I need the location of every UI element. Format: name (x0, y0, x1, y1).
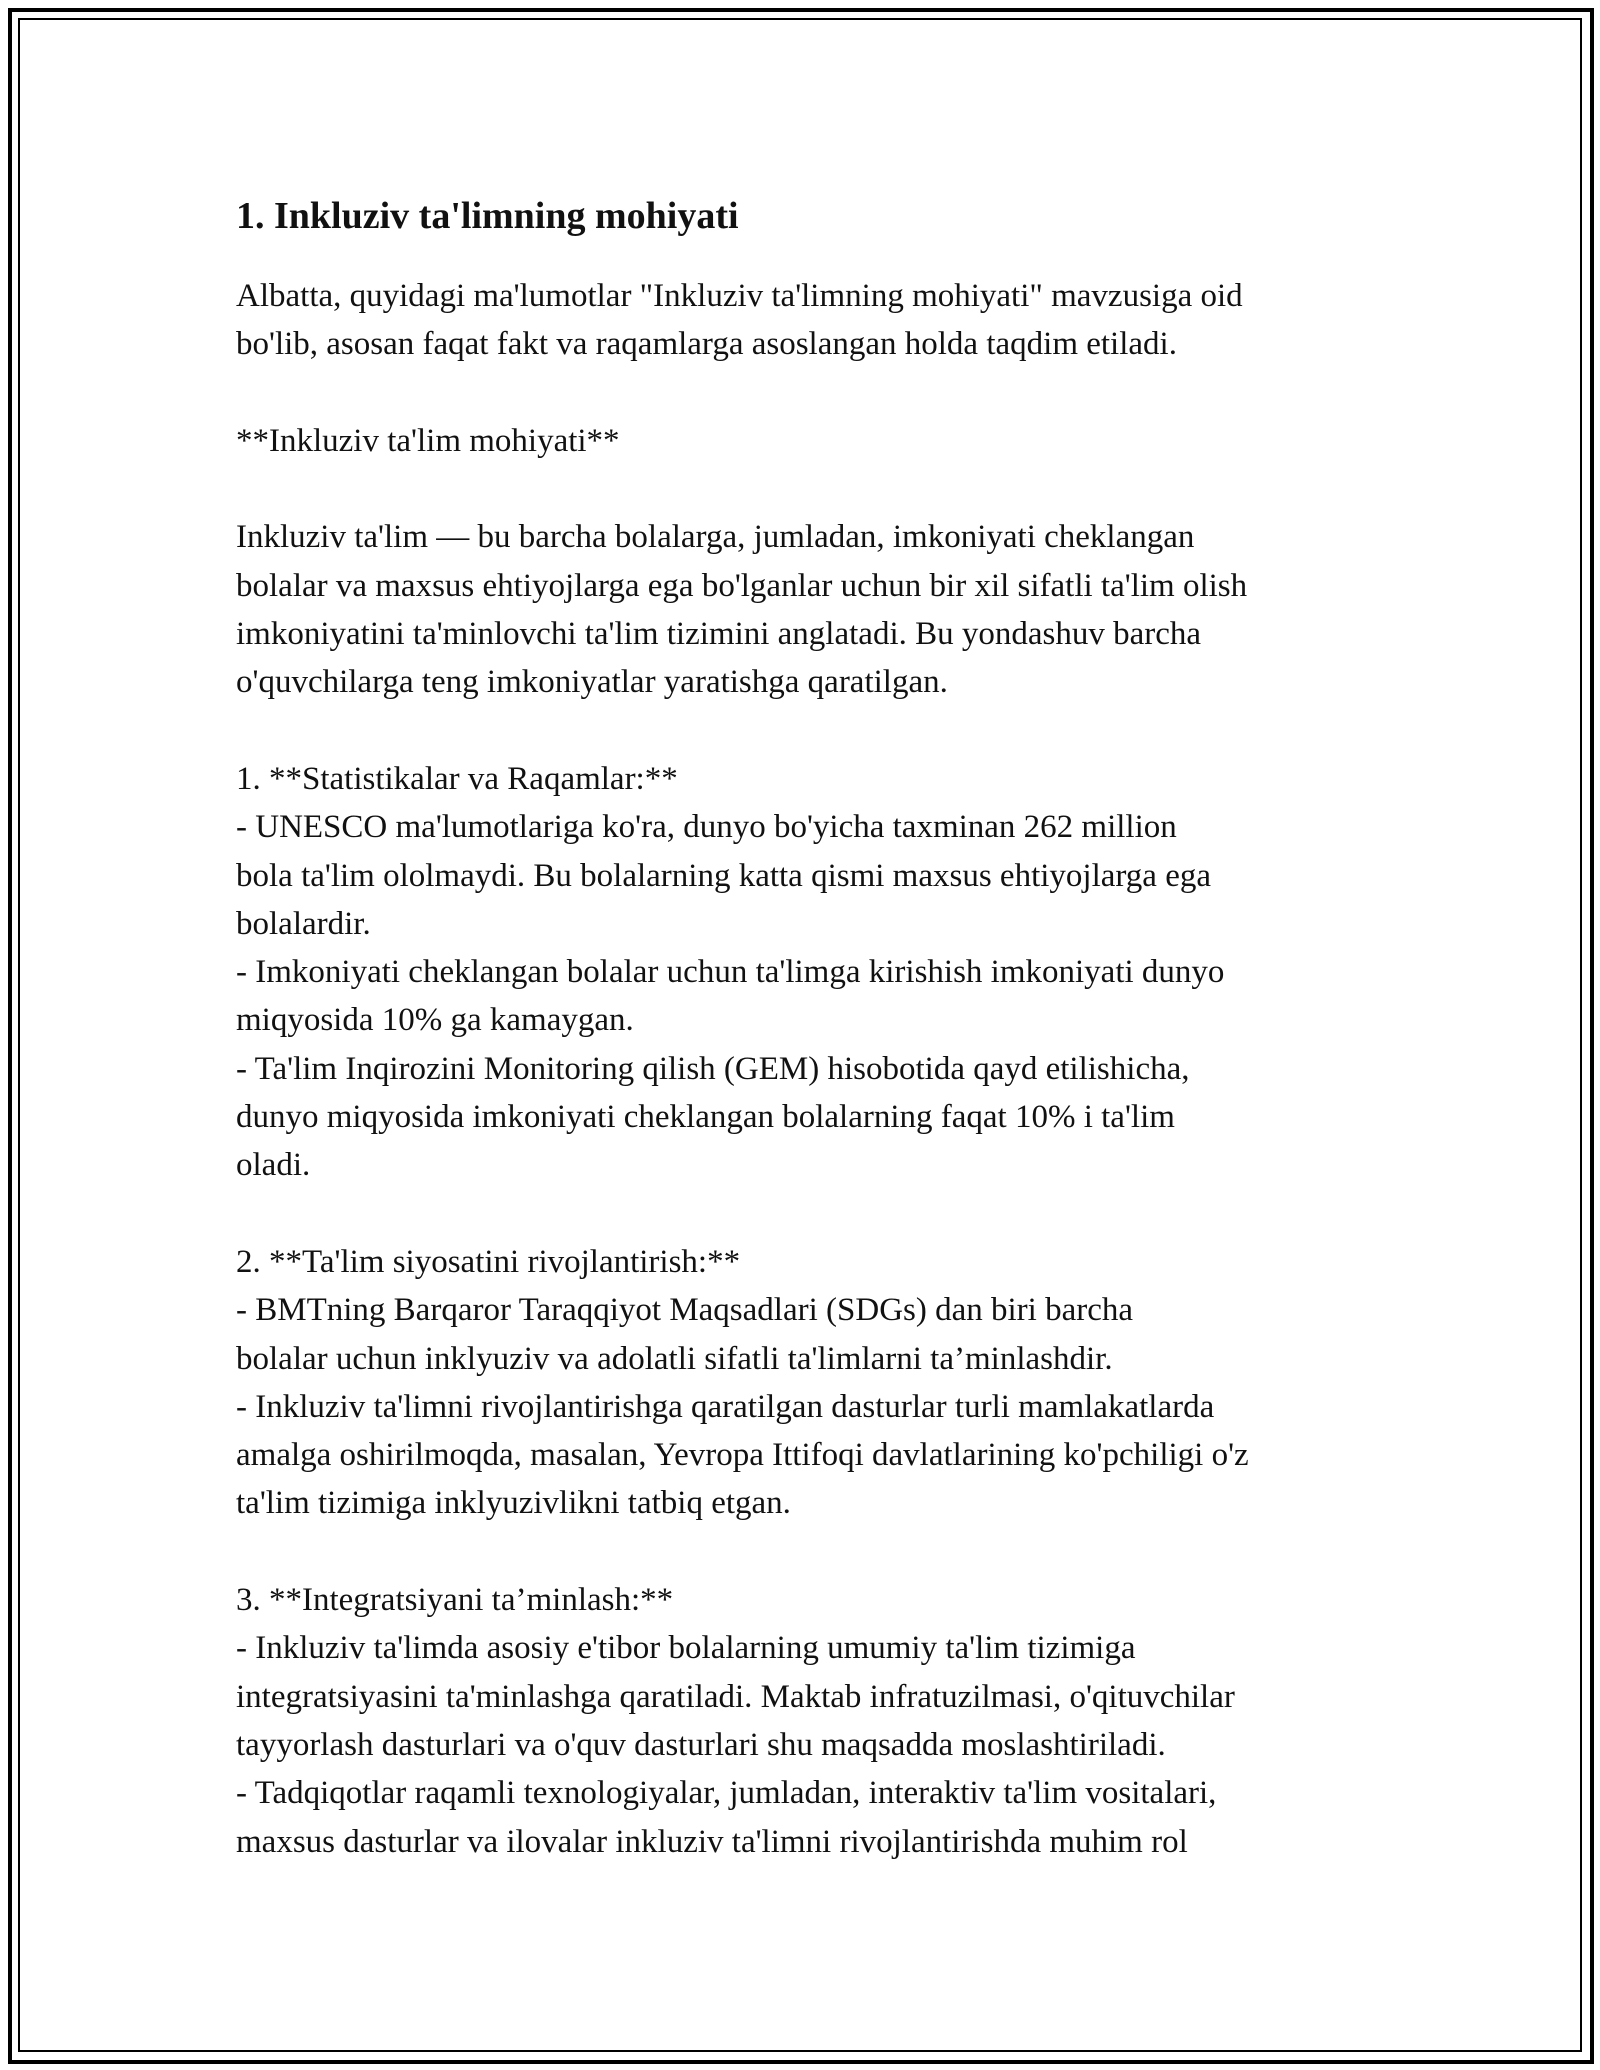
section-statistics: 1. **Statistikalar va Raqamlar:** - UNESCO ma'lumotlariga ko'ra, dunyo bo'yicha taxminan 262 million bola ta'lim ololmaydi. Bu bolalarning katta qismi maxsus ehtiyojlarga ega bolalardir. - Imkoniyati cheklangan bolalar uchun ta'limga kirishish imkoniyati dunyo miqyosida 10% ga kamaygan. - Ta'lim Inqirozini Monitoring qilish (GEM) hisobotida qayd etilishicha, dunyo miqyosida imkoniyati cheklangan bolalarning faqat 10% i ta'lim oladi. (236, 760, 1225, 1184)
paragraph-gap (236, 707, 1396, 755)
document-heading: 1. Inkluziv ta'limning mohiyati (236, 195, 739, 237)
document-body (236, 188, 1396, 1866)
paragraph-gap (236, 465, 1396, 513)
subheading-paragraph: **Inkluziv ta'lim mohiyati** (236, 422, 620, 459)
section-policy: 2. **Ta'lim siyosatini rivojlantirish:** - BMTning Barqaror Taraqqiyot Maqsadlari (SDGs) dan biri barcha bolalar uchun inklyuziv va adolatli sifatli ta'limlarni ta’minlashdir. - Inkluziv ta'limni rivojlantirishga qaratilgan dasturlar turli mamlakatlarda amalga oshirilmoqda, masalan, Yevropa Ittifoqi davlatlarining ko'pchiligi o'z ta'lim tizimiga inklyuzivlikni tatbiq etgan. (236, 1243, 1249, 1522)
section-integration: 3. **Integratsiyani ta’minlash:** - Inkluziv ta'limda asosiy e'tibor bolalarning umumiy ta'lim tizimiga integratsiyasini ta'minlashga qaratiladi. Maktab infratuzilmasi, o'qituvchilar tayyorlash dasturlari va o'quv dasturlari shu maqsadda moslashtiriladi. - Tadqiqotlar raqamli texnologiyalar, jumladan, interaktiv ta'lim vositalari, maxsus dasturlar va ilovalar inkluziv ta'limni rivojlantirishda muhim rol (236, 1582, 1235, 1860)
intro-paragraph: Albatta, quyidagi ma'lumotlar "Inkluziv ta'limning mohiyati" mavzusiga oid bo'lib, asosan faqat fakt va raqamlarga asoslangan holda taqdim etiladi. (236, 278, 1243, 363)
paragraph-gap (236, 369, 1396, 417)
definition-paragraph: Inkluziv ta'lim — bu barcha bolalarga, jumladan, imkoniyati cheklangan bolalar va maxsus ehtiyojlarga ega bo'lganlar uchun bir xil sifatli ta'lim olish imkoniyatini ta'minlovchi ta'lim tizimini anglatadi. Bu yondashuv barcha o'quvchilarga teng imkoniyatlar yaratishga qaratilgan. (236, 519, 1248, 701)
paragraph-gap (236, 1190, 1396, 1238)
paragraph-gap (236, 1528, 1396, 1576)
